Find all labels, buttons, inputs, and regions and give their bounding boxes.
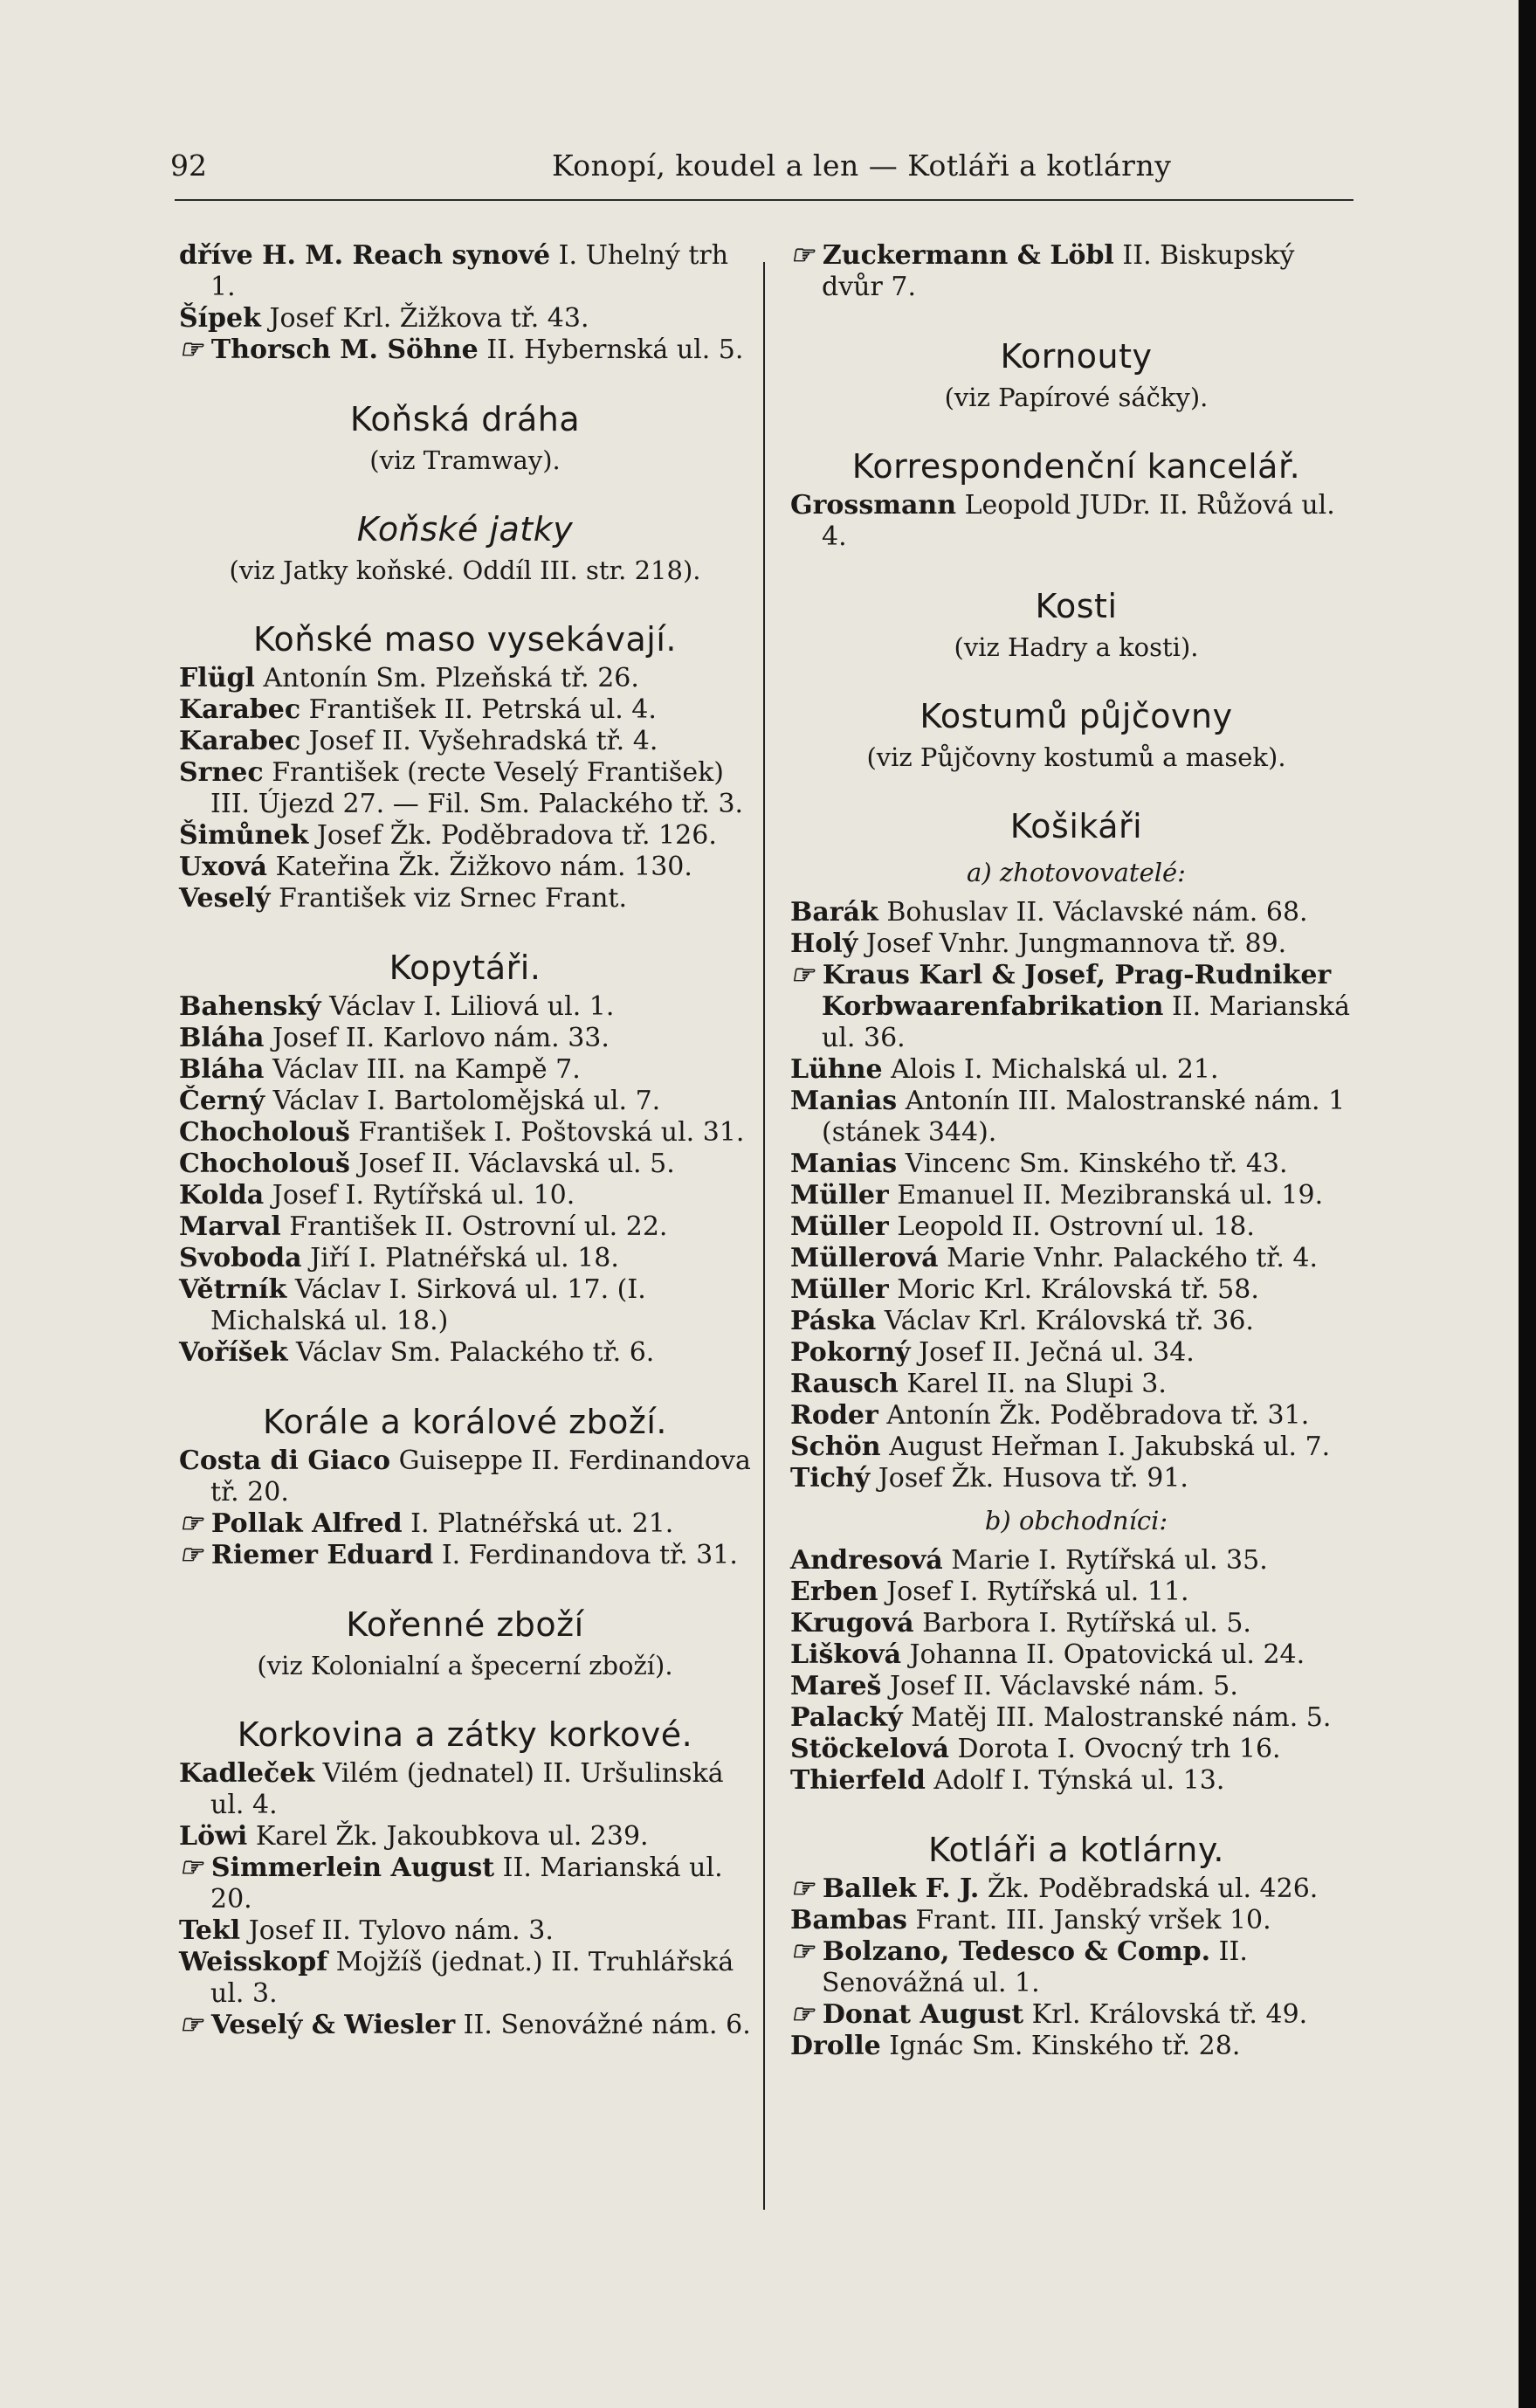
entry-name: Simmerlein August [210, 1853, 495, 1883]
pointing-hand-icon: ☞ [179, 2010, 203, 2040]
directory-entry [790, 1432, 1362, 1463]
page-number: 92 [170, 148, 207, 183]
entry-address: Josef II. Václavská ul. 5. [358, 1149, 675, 1179]
directory-entry [179, 883, 751, 914]
directory-entry [179, 1243, 751, 1274]
directory-section [179, 619, 751, 914]
directory-section [179, 948, 751, 1369]
entry-address: Guiseppe II. Ferdinandova tř. 20. [210, 1445, 751, 1508]
entry-address: Václav Krl. Královská tř. 36. [884, 1306, 1254, 1336]
entry-address: Josef II. Tylovo nám. 3. [248, 1915, 554, 1946]
entry-name: Bolzano, Tedesco & Comp. [822, 1936, 1211, 1967]
entry-name: Grossmann [790, 490, 957, 521]
pointing-hand-icon: ☞ [790, 1936, 814, 1967]
directory-entry [179, 1508, 751, 1540]
entry-name: Tichý [790, 1463, 871, 1494]
directory-section [179, 1402, 751, 1571]
entry-name: Karabec [179, 694, 301, 725]
directory-entry [790, 1400, 1362, 1432]
entry-name: Müller [790, 1211, 889, 1242]
directory-entry [179, 1117, 751, 1149]
entry-address: I. Ferdinandova tř. 31. [441, 1540, 738, 1570]
section-heading: Korrespondenční kancelář. [851, 447, 1301, 486]
entry-name: Mareš [790, 1671, 882, 1701]
entry-name: Bambas [790, 1905, 907, 1935]
section-heading: Kořenné zboží [346, 1605, 584, 1644]
entry-address: Žk. Poděbradská ul. 426. [987, 1873, 1319, 1904]
entry-address: Mojžíš (jednat.) II. Truhlářská ul. 3. [210, 1947, 734, 2009]
entry-address: Marie Vnhr. Palackého tř. 4. [947, 1243, 1319, 1273]
directory-entry [790, 1936, 1362, 1999]
entry-name: Chocholouš [179, 1117, 350, 1148]
section-note: (viz Tramway). [369, 445, 561, 475]
pointing-hand-icon: ☞ [179, 1540, 203, 1570]
entry-address: Karel Žk. Jakoubkova ul. 239. [255, 1821, 649, 1852]
directory-entry [790, 1243, 1362, 1274]
entry-name: Holý [790, 928, 858, 959]
directory-section [790, 696, 1362, 773]
entry-name: Lišková [790, 1639, 902, 1670]
entry-name: Müllerová [790, 1243, 939, 1273]
entry-address: I. Uhelný trh 1. [210, 240, 729, 302]
page-header [35, 148, 1362, 192]
directory-entry [790, 928, 1362, 960]
entry-name: Voříšek [179, 1337, 288, 1368]
entry-address: Václav Sm. Palackého tř. 6. [296, 1337, 655, 1368]
entry-address: II. Senovážné nám. 6. [463, 2010, 751, 2040]
directory-entry [790, 1905, 1362, 1936]
entry-address: František II. Petrská ul. 4. [308, 694, 657, 725]
entry-name: Tekl [179, 1915, 241, 1946]
pointing-hand-icon: ☞ [790, 1999, 814, 2030]
directory-section [179, 1715, 751, 2041]
directory-entry [179, 1274, 751, 1337]
entry-name: Bahenský [179, 991, 321, 1022]
section-subheading: b) obchodníci: [984, 1506, 1168, 1535]
entry-address: II. Marianská ul. 20. [210, 1853, 723, 1915]
section-heading: Korkovina a zátky korkové. [237, 1715, 693, 1754]
directory-entry [179, 991, 751, 1023]
entry-name: Uxová [179, 852, 267, 882]
entry-address: Josef II. Vyšehradská tř. 4. [308, 726, 658, 756]
entry-address: Václav I. Liliová ul. 1. [329, 991, 615, 1022]
entry-name: Erben [790, 1577, 878, 1607]
entry-address: Antonín Žk. Poděbradova tř. 31. [886, 1400, 1310, 1431]
entry-address: Johanna II. Opatovická ul. 24. [909, 1639, 1305, 1670]
entry-address: Josef Žk. Husova tř. 91. [878, 1463, 1188, 1494]
entry-address: Adolf I. Týnská ul. 13. [933, 1765, 1225, 1796]
section-note: (viz Jatky koňské. Oddíl III. str. 218). [229, 555, 701, 585]
directory-entry [790, 1054, 1362, 1086]
directory-entry [790, 960, 1362, 1054]
directory-entry [790, 1369, 1362, 1400]
left-column [179, 240, 751, 2041]
section-subheading: a) zhotovovatelé: [967, 858, 1186, 887]
directory-entry [179, 1947, 751, 2010]
scan-border [1519, 0, 1536, 2408]
directory-entry [790, 1577, 1362, 1608]
directory-section [179, 1604, 751, 1681]
section-heading: Koňská dráha [349, 400, 581, 438]
directory-section [790, 586, 1362, 663]
directory-entry [790, 1337, 1362, 1369]
entry-address: František (recte Veselý František) III. Újezd 27. — Fil. Sm. Palackého tř. 3. [210, 757, 744, 819]
directory-entry [179, 1149, 751, 1180]
directory-entry [790, 1180, 1362, 1211]
intro-entries [179, 240, 751, 366]
entry-name: Stöckelová [790, 1734, 949, 1764]
directory-section [790, 1830, 1362, 2062]
entry-name: Marval [179, 1211, 281, 1242]
directory-entry [790, 1873, 1362, 1905]
entry-name: Pokorný [790, 1337, 911, 1368]
directory-entry [790, 1211, 1362, 1243]
entry-address: Václav III. na Kampě 7. [272, 1054, 581, 1085]
section-note: (viz Kolonialní a špecerní zboží). [257, 1651, 673, 1680]
pointing-hand-icon: ☞ [790, 240, 814, 271]
directory-section [790, 446, 1362, 553]
entry-name: dříve H. M. Reach synové [179, 240, 551, 271]
entry-name: Kraus Karl & Josef, Prag-Rudniker Korbwaarenfabrikation [822, 960, 1332, 1022]
entry-name: Páska [790, 1306, 877, 1336]
entry-name: Manias [790, 1086, 898, 1116]
entry-name: Zuckermann & Löbl [822, 240, 1114, 271]
entry-name: Roder [790, 1400, 878, 1431]
directory-entry [790, 1545, 1362, 1577]
directory-entry [179, 1086, 751, 1117]
entry-name: Lühne [790, 1054, 883, 1085]
entry-name: Rausch [790, 1369, 899, 1399]
directory-entry [179, 1211, 751, 1243]
entry-name: Pollak Alfred [210, 1508, 403, 1539]
entry-address: Vincenc Sm. Kinského tř. 43. [905, 1149, 1288, 1179]
entry-address: Karel II. na Slupi 3. [906, 1369, 1167, 1399]
header-rule [175, 199, 1353, 201]
section-note: (viz Hadry a kosti). [954, 632, 1199, 662]
directory-entry [179, 2010, 751, 2041]
entry-name: Andresová [790, 1545, 943, 1576]
entry-name: Chocholouš [179, 1149, 350, 1179]
directory-entry [179, 1915, 751, 1947]
entry-address: August Heřman I. Jakubská ul. 7. [889, 1432, 1331, 1462]
entry-name: Ballek F. J. [822, 1873, 980, 1904]
entry-name: Costa di Giaco [179, 1445, 391, 1476]
entry-address: Josef II. Václavské nám. 5. [889, 1671, 1238, 1701]
entry-name: Donat August [822, 1999, 1024, 2030]
directory-entry [179, 1445, 751, 1508]
directory-entry [179, 852, 751, 883]
pointing-hand-icon: ☞ [179, 1508, 203, 1539]
directory-entry [790, 1086, 1362, 1149]
entry-address: Josef Krl. Žižkova tř. 43. [269, 303, 589, 334]
directory-entry [179, 335, 751, 366]
entry-name: Drolle [790, 2031, 881, 2061]
entry-address: Ignác Sm. Kinského tř. 28. [889, 2031, 1241, 2061]
entry-address: II. Biskupský dvůr 7. [822, 240, 1295, 302]
directory-entry [790, 1463, 1362, 1494]
directory-entry [790, 1671, 1362, 1702]
entry-address: František viz Srnec Frant. [278, 883, 627, 914]
entry-address: Frant. III. Janský vršek 10. [915, 1905, 1271, 1935]
section-heading: Košikáři [1009, 807, 1143, 845]
entry-name: Větrník [179, 1274, 287, 1305]
directory-entry [790, 1149, 1362, 1180]
entry-address: II. Hybernská ul. 5. [486, 335, 744, 365]
entry-address: Leopold JUDr. II. Růžová ul. 4. [822, 490, 1335, 552]
directory-entry [179, 1853, 751, 1915]
entry-address: Bohuslav II. Václavské nám. 68. [886, 897, 1308, 928]
entry-name: Thierfeld [790, 1765, 926, 1796]
entry-address: Václav I. Sirková ul. 17. (I. Michalská ul. 18.) [210, 1274, 646, 1336]
directory-entry [179, 1023, 751, 1054]
directory-entry [179, 663, 751, 694]
right-column [790, 240, 1362, 2062]
section-heading: Kopytáři. [389, 949, 541, 987]
section-heading: Kosti [1035, 587, 1118, 625]
directory-entry [179, 694, 751, 726]
entry-name: Löwi [179, 1821, 248, 1852]
entry-address: Alois I. Michalská ul. 21. [891, 1054, 1219, 1085]
directory-entry [179, 1821, 751, 1853]
entry-address: Jiří I. Platnéřská ul. 18. [310, 1243, 619, 1273]
entry-address: Marie I. Rytířská ul. 35. [951, 1545, 1268, 1576]
entry-name: Barák [790, 897, 878, 928]
directory-entry [790, 1999, 1362, 2031]
entry-name: Riemer Eduard [210, 1540, 434, 1570]
running-title: Konopí, koudel a len — Kotláři a kotlárny [552, 148, 1172, 183]
entry-address: II. Marianská ul. 36. [822, 991, 1350, 1053]
entry-name: Müller [790, 1274, 889, 1305]
entry-address: Vilém (jednatel) II. Uršulinská ul. 4. [210, 1758, 724, 1820]
pointing-hand-icon: ☞ [790, 1873, 814, 1904]
entry-address: Matěj III. Malostranské nám. 5. [911, 1702, 1332, 1733]
entry-name: Flügl [179, 663, 255, 693]
entry-name: Bláha [179, 1023, 265, 1053]
directory-entry [179, 726, 751, 757]
entry-address: Josef Vnhr. Jungmannova tř. 89. [865, 928, 1287, 959]
entry-name: Palacký [790, 1702, 903, 1733]
entry-name: Kolda [179, 1180, 265, 1211]
entry-name: Schön [790, 1432, 881, 1462]
entry-address: Barbora I. Rytířská ul. 5. [922, 1608, 1251, 1639]
entry-address: Kateřina Žk. Žižkovo nám. 130. [275, 852, 692, 882]
section-heading: Kotláři a kotlárny. [928, 1831, 1224, 1869]
directory-entry [790, 490, 1362, 553]
entry-address: Josef Žk. Poděbradova tř. 126. [316, 820, 717, 851]
directory-entry [179, 1540, 751, 1571]
entry-address: Antonín III. Malostranské nám. 1 (stánek 344). [822, 1086, 1346, 1148]
column-divider [763, 262, 765, 2210]
entry-address: Josef I. Rytířská ul. 11. [886, 1577, 1189, 1607]
directory-entry [790, 1608, 1362, 1639]
entry-name: Šípek [179, 303, 261, 334]
entry-name: Bláha [179, 1054, 265, 1085]
directory-entry [790, 1702, 1362, 1734]
entry-address: Josef II. Ječná ul. 34. [919, 1337, 1195, 1368]
entry-address: Josef II. Karlovo nám. 33. [272, 1023, 610, 1053]
entry-name: Thorsch M. Söhne [210, 335, 479, 365]
directory-entry [790, 897, 1362, 928]
entry-address: Krl. Královská tř. 49. [1031, 1999, 1308, 2030]
directory-entry [179, 1180, 751, 1211]
entry-address: II. Senovážná ul. 1. [822, 1936, 1248, 1998]
directory-section [179, 509, 751, 586]
entry-name: Weisskopf [179, 1947, 328, 1977]
directory-entry [790, 240, 1362, 303]
section-note: (viz Papírové sáčky). [944, 383, 1209, 412]
section-heading: Koňské jatky [356, 510, 574, 549]
section-heading: Koňské maso vysekávají. [253, 620, 677, 659]
entry-address: Dorota I. Ovocný trh 16. [957, 1734, 1281, 1764]
entry-address: Emanuel II. Mezibranská ul. 19. [897, 1180, 1324, 1211]
directory-section [790, 1505, 1362, 1797]
directory-section [179, 399, 751, 476]
entry-name: Veselý & Wiesler [210, 2010, 456, 2040]
entry-name: Veselý [179, 883, 271, 914]
directory-entry [790, 1274, 1362, 1306]
intro-entries [790, 240, 1362, 303]
entry-address: Moric Krl. Královská tř. 58. [897, 1274, 1259, 1305]
entry-name: Srnec [179, 757, 264, 788]
entry-name: Krugová [790, 1608, 914, 1639]
entry-name: Müller [790, 1180, 889, 1211]
entry-name: Manias [790, 1149, 898, 1179]
entry-address: Josef I. Rytířská ul. 10. [272, 1180, 575, 1211]
directory-entry [179, 1337, 751, 1369]
directory-entry [179, 240, 751, 303]
section-heading: Korále a korálové zboží. [262, 1403, 668, 1441]
entry-address: I. Platnéřská ut. 21. [410, 1508, 674, 1539]
directory-entry [179, 757, 751, 820]
pointing-hand-icon: ☞ [179, 335, 203, 365]
directory-section [790, 806, 1362, 1494]
directory-entry [179, 1758, 751, 1821]
entry-address: Antonín Sm. Plzeňská tř. 26. [263, 663, 639, 693]
entry-address: František II. Ostrovní ul. 22. [289, 1211, 668, 1242]
entry-name: Černý [179, 1086, 265, 1116]
section-heading: Kostumů půjčovny [920, 697, 1233, 735]
directory-entry [790, 2031, 1362, 2062]
entry-name: Karabec [179, 726, 301, 756]
section-note: (viz Půjčovny kostumů a masek). [866, 742, 1286, 772]
directory-entry [179, 303, 751, 335]
directory-entry [790, 1306, 1362, 1337]
section-heading: Kornouty [1000, 337, 1153, 376]
entry-name: Kadleček [179, 1758, 315, 1789]
directory-section [790, 336, 1362, 413]
entry-address: František I. Poštovská ul. 31. [358, 1117, 745, 1148]
pointing-hand-icon: ☞ [179, 1853, 203, 1883]
directory-entry [179, 1054, 751, 1086]
entry-address: Václav I. Bartolomějská ul. 7. [272, 1086, 661, 1116]
directory-entry [790, 1765, 1362, 1797]
directory-entry [790, 1639, 1362, 1671]
directory-entry [179, 820, 751, 852]
pointing-hand-icon: ☞ [790, 960, 814, 990]
entry-address: Leopold II. Ostrovní ul. 18. [897, 1211, 1255, 1242]
entry-name: Svoboda [179, 1243, 302, 1273]
entry-name: Šimůnek [179, 820, 309, 851]
directory-entry [790, 1734, 1362, 1765]
